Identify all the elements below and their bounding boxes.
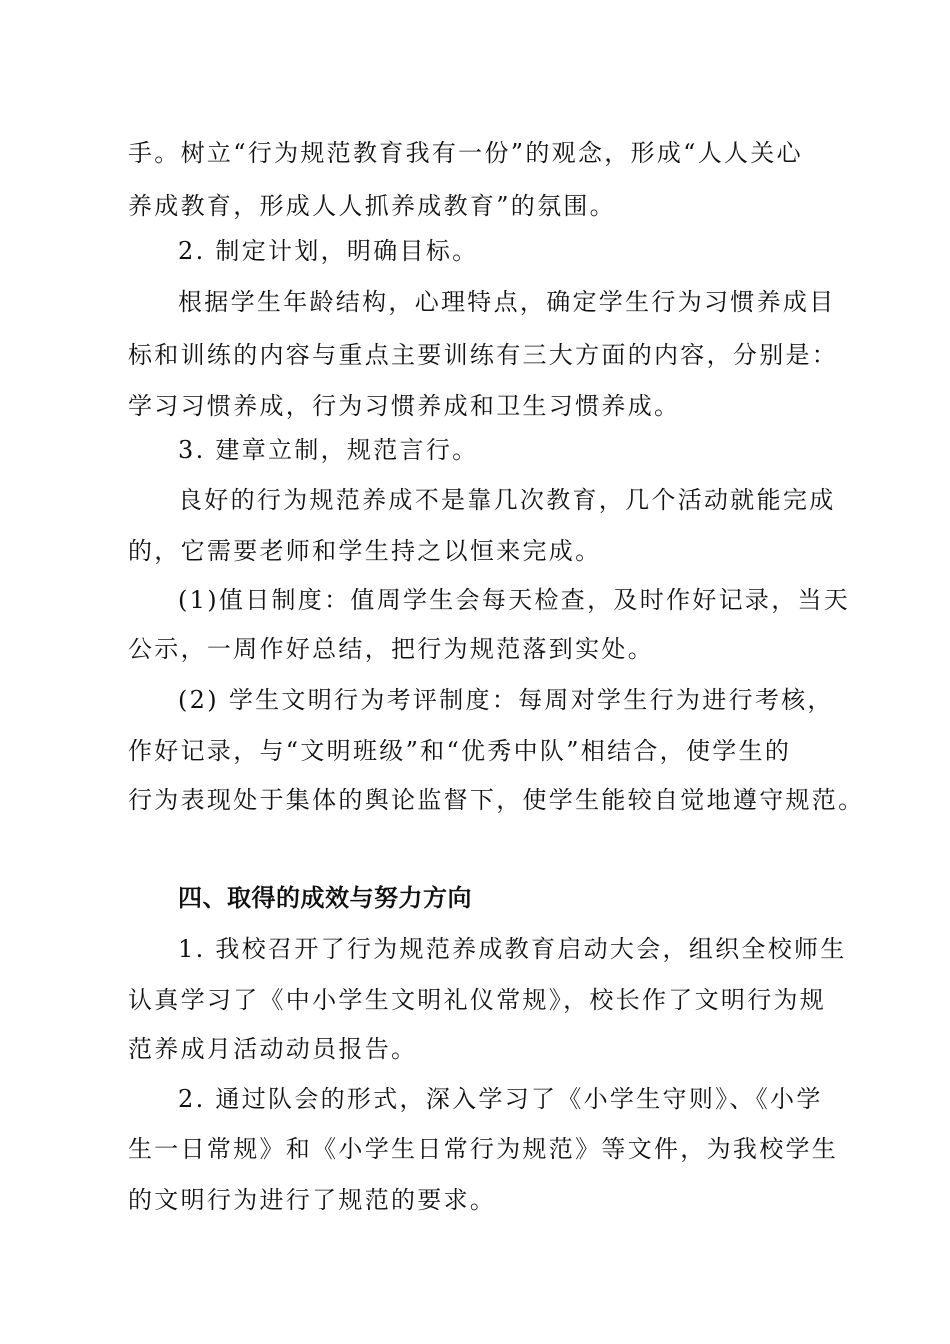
paragraph-line: 的，它需要老师和学生持之以恒来完成。	[128, 537, 602, 565]
paragraph-line: 生一日常规》和《小学生日常行为规范》等文件，为我校学生	[128, 1135, 839, 1163]
paragraph-line: 1. 我校召开了行为规范养成教育启动大会，组织全校师生	[178, 935, 847, 963]
section-item-title: 3. 建章立制，规范言行。	[178, 436, 479, 464]
paragraph-line: 良好的行为规范养成不是靠几次教育，几个活动就能完成	[178, 486, 836, 514]
paragraph-line: 手。树立“行为规范教育我有一份”的观念，形成“人人关心	[128, 139, 803, 167]
section-item-title: 2. 制定计划，明确目标。	[178, 237, 479, 265]
section-heading: 四、取得的成效与努力方向	[178, 884, 472, 912]
paragraph-line: 行为表现处于集体的舆论监督下，使学生能较自觉地遵守规范。	[128, 786, 865, 814]
paragraph-line: 公示，一周作好总结，把行为规范落到实处。	[128, 635, 654, 663]
paragraph-line: 的文明行为进行了规范的要求。	[128, 1186, 497, 1214]
paragraph-line: (2) 学生文明行为考评制度：每周对学生行为进行考核，	[178, 686, 834, 714]
paragraph-line: 学习习惯养成，行为习惯养成和卫生习惯养成。	[128, 392, 681, 420]
paragraph-line: 认真学习了《中小学生文明礼仪常规》，校长作了文明行为规	[128, 986, 827, 1014]
paragraph-line: 作好记录，与“文明班级”和“优秀中队”相结合，使学生的	[128, 737, 792, 765]
paragraph-line: (1)值日制度：值周学生会每天检查，及时作好记录，当天	[178, 586, 851, 614]
paragraph-line: 2. 通过队会的形式，深入学习了《小学生守则》、《小学	[178, 1085, 823, 1113]
paragraph-line: 养成教育，形成人人抓养成教育”的氛围。	[128, 192, 616, 220]
paragraph-line: 范养成月活动动员报告。	[128, 1035, 418, 1063]
paragraph-line: 根据学生年龄结构，心理特点，确定学生行为习惯养成目	[178, 288, 836, 316]
paragraph-line: 标和训练的内容与重点主要训练有三大方面的内容，分别是：	[128, 341, 839, 369]
